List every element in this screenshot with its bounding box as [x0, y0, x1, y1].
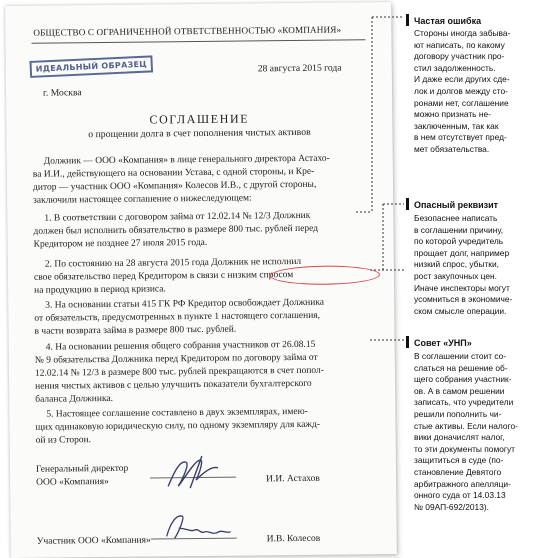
callout-text: Иначе инспекторы могут — [414, 282, 510, 293]
callout-text: В соглашении стоит со- — [414, 351, 507, 361]
body-line: ой из Сторон. — [35, 435, 92, 446]
callout-text: слаться на решение об- — [414, 362, 508, 373]
callout-text: низкий спрос, убытки, — [414, 259, 499, 270]
callout-text: заключенным, так как — [414, 120, 499, 131]
body-line: нения чистых активов с целью улучшить показатели бухгалтерского — [35, 378, 312, 392]
body-line: 2. По состоянию на 28 августа 2015 года Должник не исполнил — [44, 256, 302, 270]
participant-title: Участник ООО «Компания» — [36, 535, 151, 547]
document-date: 28 августа 2015 года — [257, 62, 342, 75]
callout-bar — [406, 14, 409, 26]
body-line: 12.02.14 № 12/3 в размере 800 тыс. рублей прекращаются в счет попол- — [34, 365, 324, 379]
callout-text: лок и долгов между сто- — [414, 86, 508, 96]
body-line: № 9 обязательства Должника перед Кредитором по договору займа от — [34, 352, 318, 366]
body-line: свое обязательство перед Кредитором в связи с низким спросом — [33, 270, 294, 283]
callout-text: договору участник про- — [414, 51, 505, 62]
body-line: 1. В соответствии с договором займа от 12.02.14 № 12/3 Должник — [44, 210, 311, 224]
callout-bar — [406, 336, 409, 348]
document-title: СОГЛАШЕНИЕ — [149, 111, 250, 127]
participant-name: И.В. Колесов — [266, 533, 321, 545]
body-line: должен был исполнить обязательство в размере 800 тыс. рублей перед — [33, 223, 319, 237]
organization-name: ОБЩЕСТВО С ОГРАНИЧЕННОЙ ОТВЕТСТВЕННОСТЬЮ «КОМПАНИЯ» — [33, 24, 342, 38]
body-line: от обязательств, предусмотренных в пункте 1 настоящего соглашения, — [34, 310, 321, 324]
callout-title-advice: Совет «УНП» — [414, 338, 472, 348]
body-line: баланса Должника. — [35, 393, 114, 405]
callout-text: стые активы. Если налого- — [414, 420, 518, 431]
callout-text: решили пополнить чи- — [414, 409, 502, 419]
body-line: в части возврата займа в размере 800 тыс. рублей. — [34, 324, 237, 337]
body-line: 5. Настоящее соглашение составлено в двух экземплярах, имею- — [46, 406, 308, 420]
callout-text: Стороны иногда забыва- — [414, 28, 511, 38]
callout-text: стил задолженность. — [414, 62, 496, 73]
body-line: заключили настоящее соглашение о нижеследующем: — [33, 193, 252, 206]
body-line: дитор — участник ООО «Компания» Колесов И.В., с другой стороны, — [32, 179, 317, 193]
callout-text: И даже если других сде- — [414, 74, 510, 85]
callout-text: то эти документы помогут — [414, 443, 515, 454]
callout-text: ском смысле операции. — [414, 305, 507, 316]
callout-text: ют написать, по какому — [414, 39, 505, 50]
callout-text: можно признать не- — [414, 109, 491, 120]
callout-text: защититься в суде (по- — [414, 455, 504, 466]
callout-title-common-mistake: Частая ошибка — [414, 16, 482, 26]
callout-text: мет обязательства. — [414, 144, 490, 154]
body-line: Кредитором не позднее 27 июля 2015 года. — [33, 237, 208, 250]
callout-text: вики доначислят налог, — [414, 432, 505, 443]
director-company: ООО «Компания» — [36, 476, 109, 488]
document-subtitle: о прощении долга в счет пополнения чистых активов — [88, 126, 311, 141]
callout-title-dangerous-detail: Опасный реквизит — [414, 200, 499, 210]
callout-text: Безопаснее написать — [414, 213, 498, 223]
document-city: г. Москва — [42, 87, 82, 99]
callout-text: ов. А в самом решении — [414, 385, 505, 396]
body-line: щих одинаковую юридическую силу, по одному экземпляру для кажд- — [35, 419, 321, 433]
director-name: И.И. Астахов — [266, 473, 320, 485]
body-line: 4. На основании решения общего собрания участников от 26.08.15 — [45, 339, 316, 353]
callout-text: рост закупочных цен. — [414, 271, 497, 281]
callout-text: становление Девятого — [414, 467, 502, 477]
callout-text: ронами нет, соглашение — [414, 97, 509, 108]
callout-text: щего собрания участник- — [414, 374, 512, 385]
callout-text: № 09АП-692/2013). — [414, 501, 489, 512]
body-line: Должник — ООО «Компания» в лице генерального директора Астахо- — [43, 153, 330, 167]
body-line: на продукцию в период кризиса. — [34, 284, 166, 296]
callout-text: записать, что учредители — [414, 397, 514, 408]
callout-text: онного суда от 14.03.13 — [414, 490, 506, 501]
sample-stamp: ИДЕАЛЬНЫЙ ОБРАЗЕЦ — [29, 55, 153, 78]
callout-bar — [406, 198, 409, 210]
callout-text: арбитражного апелляци- — [414, 478, 511, 489]
callout-text: по которой учредитель — [414, 236, 504, 247]
callout-text: в соглашении причину, — [414, 224, 504, 235]
callout-text: прощает долг, например — [414, 247, 510, 258]
callout-text: в нем отсутствует пред- — [414, 132, 507, 143]
callout-text: усомниться в экономиче- — [414, 294, 513, 305]
body-line: 3. На основании статьи 415 ГК РФ Кредитор освобождает Должника — [45, 297, 325, 311]
director-title: Генеральный директор — [35, 463, 129, 475]
body-line: ва И.И., действующего на основании Устава, с одной стороны, и Кре- — [32, 166, 315, 180]
